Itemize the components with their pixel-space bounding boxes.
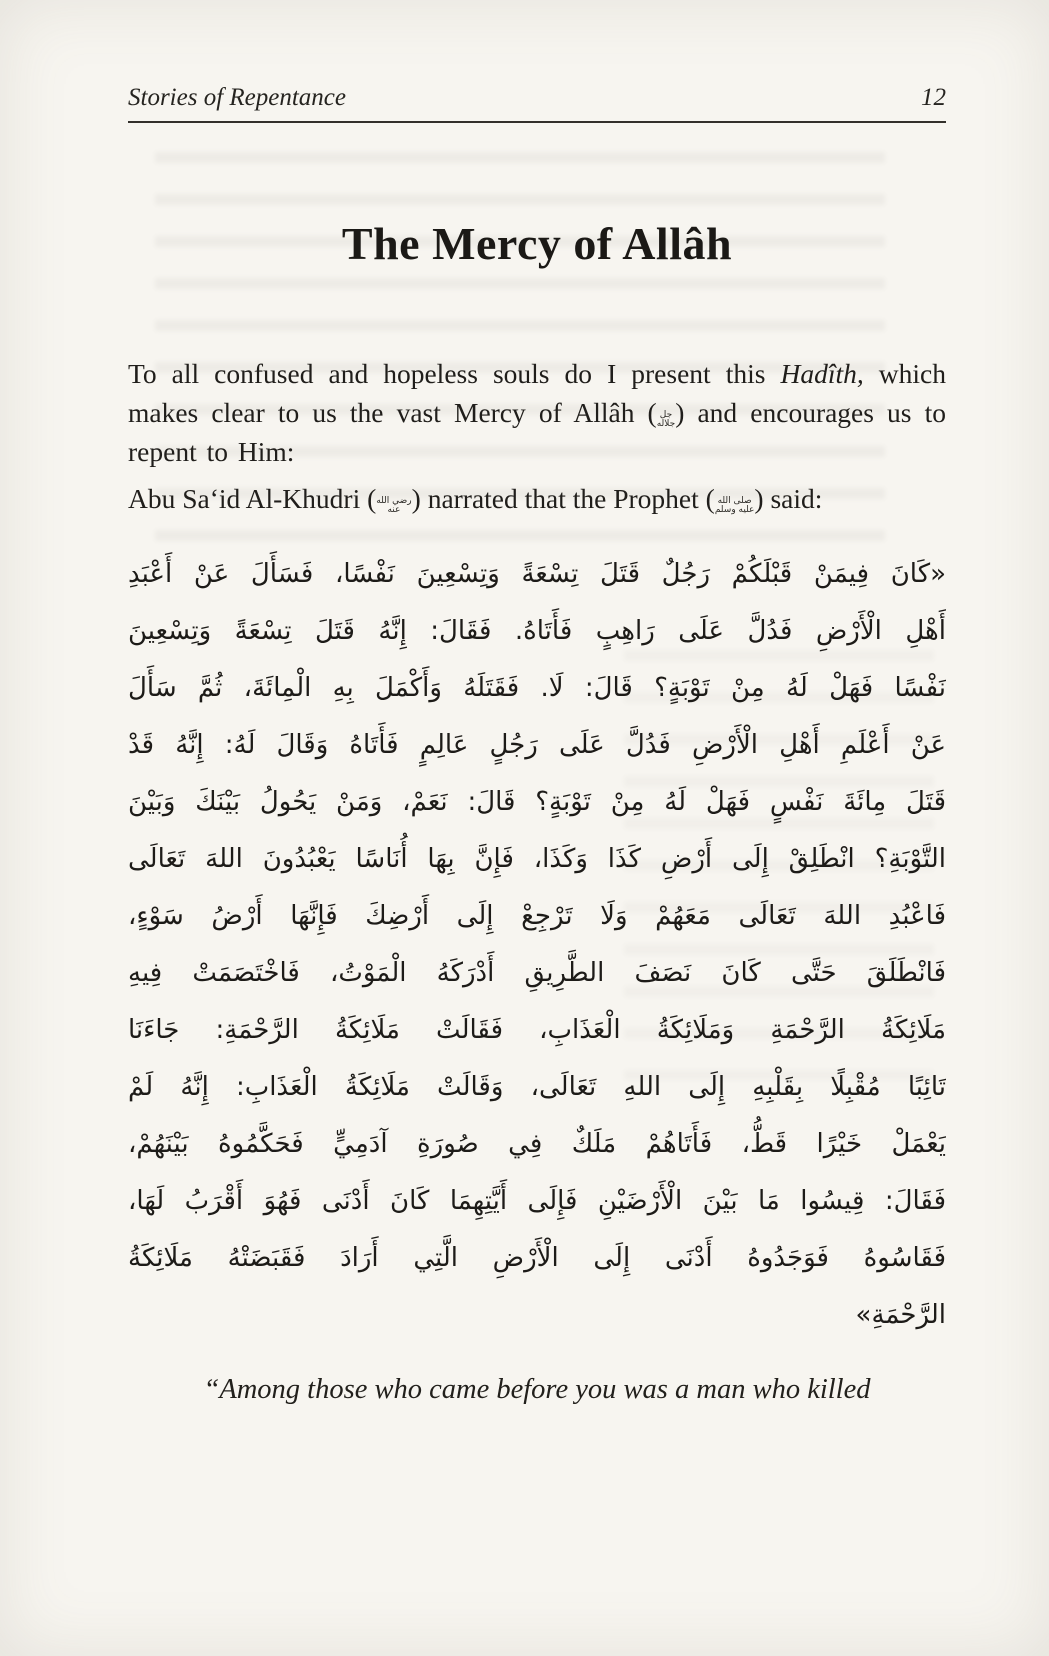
narration-line	[128, 479, 946, 518]
allah-honorific-line1: جل	[659, 409, 673, 420]
prophet-honorific-line1: صلى الله	[717, 495, 752, 506]
intro-paragraph	[128, 354, 946, 471]
translation-line: “Among those who came before you was a man who killed	[203, 1374, 871, 1406]
prophet-honorific-line2: عليه وسلم	[714, 505, 755, 516]
arabic-line: التَّوْبَةِ؟ انْطَلِقْ إِلَى أَرْضِ كَذَا وَكَذَا، فَإِنَّ بِهَا أُنَاسًا يَعْبُدُونَ اللهَ تَعَالَى	[128, 844, 946, 875]
intro-text-pre: To all confused and hopeless souls do I present this	[128, 358, 781, 389]
hadith-italic-word: Hadîth,	[780, 358, 864, 389]
arabic-line: تَائِبًا مُقْبِلًا بِقَلْبِهِ إِلَى اللهِ تَعَالَى، وَقَالَتْ مَلَائِكَةُ الْعَذَابِ: إِنَّهُ لَمْ	[128, 1072, 946, 1103]
arabic-line: يَعْمَلْ خَيْرًا قَطُّ، فَأَتَاهُمْ مَلَكٌ فِي صُورَةِ آدَمِيٍّ فَحَكَّمُوهُ بَيْنَهُمْ،	[128, 1129, 946, 1160]
arabic-line: فَقَالَ: قِيسُوا مَا بَيْنَ الْأَرْضَيْنِ فَإِلَى أَيَّتِهِمَا كَانَ أَدْنَى فَهُوَ أَقْرَبُ لَهَا،	[128, 1186, 946, 1217]
allah-honorific-mark	[657, 411, 676, 430]
narration-post: ) said:	[754, 483, 823, 515]
running-title: Stories of Repentance	[128, 84, 346, 111]
header-rule	[128, 121, 946, 123]
arabic-line: أَهْلِ الْأَرْضِ فَدُلَّ عَلَى رَاهِبٍ فَأَتَاهُ. فَقَالَ: إِنَّهُ قَتَلَ تِسْعَةً وَتِسْعِينَ	[128, 616, 946, 647]
arabic-line: «كَانَ فِيمَنْ قَبْلَكُمْ رَجُلٌ قَتَلَ تِسْعَةً وَتِسْعِينَ نَفْسًا، فَسَأَلَ عَنْ أَعْبَدِ	[128, 559, 946, 590]
arabic-line: الرَّحْمَةِ»	[855, 1300, 946, 1331]
arabic-line: مَلَائِكَةُ الرَّحْمَةِ وَمَلَائِكَةُ الْعَذَابِ، فَقَالَتْ مَلَائِكَةُ الرَّحْمَةِ: جَاءَنَا	[128, 1015, 946, 1046]
page-title: The Mercy of Allâh	[341, 218, 733, 269]
intro-text-post: ) and encourages us to repent to Him:	[128, 397, 946, 468]
allah-honorific-line2: جلاله	[656, 419, 676, 430]
arabic-line: فَاعْبُدِ اللهَ تَعَالَى مَعَهُمْ وَلَا تَرْجِعْ إِلَى أَرْضِكَ فَإِنَّهَا أَرْضُ سَوْءٍ،	[128, 901, 946, 932]
arabic-line: فَقَاسُوهُ فَوَجَدُوهُ أَدْنَى إِلَى الْأَرْضِ الَّتِي أَرَادَ فَقَبَضَتْهُ مَلَائِكَةُ	[128, 1243, 946, 1274]
companion-honorific-mark	[376, 497, 411, 516]
arabic-line: عَنْ أَعْلَمِ أَهْلِ الْأَرْضِ فَدُلَّ عَلَى رَجُلٍ عَالِمٍ فَأَتَاهُ وَقَالَ لَهُ: إِنَّهُ قَدْ	[128, 730, 946, 761]
prophet-honorific-mark	[715, 497, 755, 516]
arabic-line: قَتَلَ مِائَةَ نَفْسٍ فَهَلْ لَهُ مِنْ تَوْبَةٍ؟ قَالَ: نَعَمْ، وَمَنْ يَحُولُ بَيْنَكَ وَبَيْنَ	[128, 787, 946, 818]
page-header	[128, 84, 946, 112]
page-number: 12	[921, 84, 946, 111]
narration-pre: Abu Sa‘id Al-Khudri (	[128, 483, 377, 515]
narration-mid: ) narrated that the Prophet (	[411, 483, 715, 515]
arabic-line: نَفْسًا فَهَلْ لَهُ مِنْ تَوْبَةٍ؟ قَالَ: لَا. فَقَتَلَهُ وَأَكْمَلَ بِهِ الْمِائَةَ، ثُمَّ سَأَلَ	[128, 673, 946, 704]
arabic-hadith-block	[128, 546, 946, 1344]
companion-honorific-line2: عنه	[387, 505, 401, 516]
page-content	[128, 0, 946, 1406]
companion-honorific-line1: رضي الله	[376, 495, 412, 506]
intro-text-mid: which makes clear to us the vast Mercy of Allâh (	[128, 358, 946, 429]
arabic-line: فَانْطَلَقَ حَتَّى كَانَ نَصَفَ الطَّرِيقِ أَدْرَكَهُ الْمَوْتُ، فَاخْتَصَمَتْ فِيهِ	[128, 958, 946, 989]
